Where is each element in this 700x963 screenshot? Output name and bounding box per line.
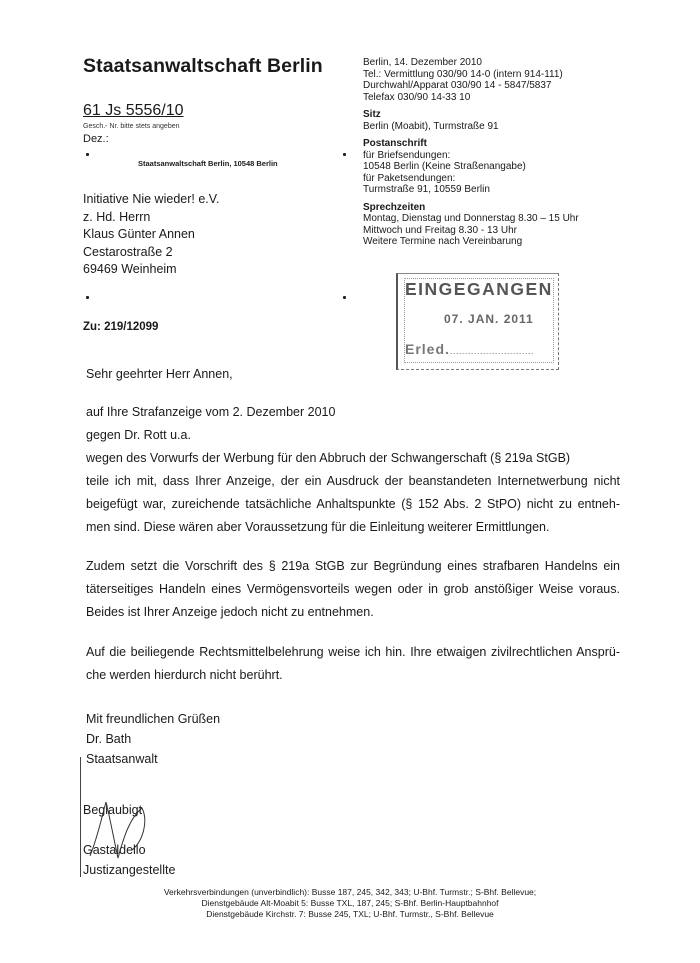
paragraph-line: teile ich mit, dass Ihrer Anzeige, der ein Ausdruck der beanstandeten Internetwerbung nicht [86,474,620,488]
hours-line: Montag, Dienstag und Donnerstag 8.30 – 15 Uhr [363,213,579,224]
salutation [86,363,620,386]
paragraph-1 [86,401,620,539]
signature-margin-line [80,757,81,877]
sprechzeiten-heading: Sprechzeiten [363,201,426,213]
file-number-text: 61 Js 5556/10 [83,102,184,119]
paragraph-line: men sind. Diese wären aber Voraussetzung für die Einleitung weiterer Ermittlungen. [86,520,550,534]
recipient-address [83,191,219,279]
phone-line: Tel.: Vermittlung 030/90 14-0 (intern 914-111) [363,68,563,80]
paragraph-line: wegen des Vorwurfs der Werbung für den Abbruch der Schwangerschaft (§ 219a StGB) [86,451,571,465]
paragraph-3 [86,641,620,687]
paragraph-line: täterseitiges Handeln eines Vermögensvorteils wegen oder in grob anstößiger Weise voraus. [86,582,620,596]
paragraph-line: Zudem setzt die Vorschrift des § 219a StGB zur Begründung eines strafbaren Handelns ein [86,559,620,573]
fold-mark [86,153,89,156]
postanschrift-heading: Postanschrift [363,138,427,149]
stamp-received-text: EINGEGANGEN [405,279,553,299]
handwritten-signature [84,796,154,866]
paragraph-line: Auf die beiliegende Rechtsmittelbelehrung weise ich hin. Ihre etwaigen zivilrechtlichen Ansprü- [86,645,620,659]
recipient-line: 69469 Weinheim [83,262,177,276]
closing-block [86,709,220,769]
recipient-line: Klaus Günter Annen [83,227,195,241]
stamp-done-dots: ............................ [449,346,534,356]
stamp-done [405,341,534,357]
sitz-heading: Sitz [363,109,381,120]
hours-line: Mittwoch und Freitag 8.30 - 13 Uhr [363,224,517,236]
reference-number: Zu: 219/12099 [83,321,159,333]
sitz-address: Berlin (Moabit), Turmstraße 91 [363,120,499,132]
stamp-done-label: Erled. [405,341,450,357]
fold-mark [343,153,346,156]
post-line: Turmstraße 91, 10559 Berlin [363,184,490,195]
recipient-line: Initiative Nie wieder! e.V. [83,192,220,206]
file-number-note: Gesch.- Nr. bitte stets angeben [83,123,180,130]
certification-label: Beglaubigt [83,803,143,817]
dez-label: Dez.: [83,133,109,145]
certifier-name: Gastaldello [83,843,146,857]
phone-line: Durchwahl/Apparat 030/90 14 - 5847/5837 [363,80,552,91]
paragraph-2 [86,555,620,624]
footer-line: Verkehrsverbindungen (unverbindlich): Busse 187, 245, 342, 343; U-Bhf. Turmstr.; S-Bhf. Bellevue; [163,887,537,897]
footer-line: Dienstgebäude Kirchstr. 7: Busse 245, TXL; U-Bhf. Turmstr., S-Bhf. Bellevue [206,909,494,919]
recipient-line: z. Hd. Herrn [83,209,151,224]
paragraph-line: gegen Dr. Rott u.a. [86,428,191,442]
letter-date: Berlin, 14. Dezember 2010 [363,57,482,68]
hours-line: Weitere Termine nach Vereinbarung [363,236,523,247]
signer-title: Staatsanwalt [86,752,158,766]
info-block [363,57,579,248]
post-line: für Paketsendungen: [363,172,456,184]
footer-transport-info [0,887,700,920]
fax-line: Telefax 030/90 14-33 10 [363,91,471,103]
signer-name: Dr. Bath [86,732,132,746]
paragraph-line: beigefügt war, zureichende tatsächliche Anhaltspunkte (§ 152 Abs. 2 StPO) nicht zu entneh- [86,497,620,511]
paragraph-line: Beides ist Ihrer Anzeige jedoch nicht zu entnehmen. [86,605,374,619]
post-line: 10548 Berlin (Keine Straßenangabe) [363,161,526,172]
authority-title: Staatsanwaltschaft Berlin [83,55,323,77]
fold-mark [343,296,346,299]
footer-line: Dienstgebäude Alt-Moabit 5: Busse TXL, 187, 245; S-Bhf. Berlin-Hauptbahnhof [201,898,499,908]
post-line: für Briefsendungen: [363,149,451,161]
stamp-date: 07. JAN. 2011 [444,312,534,326]
sender-line: Staatsanwaltschaft Berlin, 10548 Berlin [138,159,278,168]
paragraph-line: auf Ihre Strafanzeige vom 2. Dezember 2010 [86,405,336,419]
paragraph-line: che werden hierdurch nicht berührt. [86,668,283,682]
certifier-title: Justizangestellte [83,863,176,877]
fold-mark [86,296,89,299]
salutation-text: Sehr geehrter Herr Annen, [86,367,233,381]
closing-greeting: Mit freundlichen Grüßen [86,712,221,726]
file-number [83,102,184,120]
recipient-line: Cestarostraße 2 [83,244,173,259]
